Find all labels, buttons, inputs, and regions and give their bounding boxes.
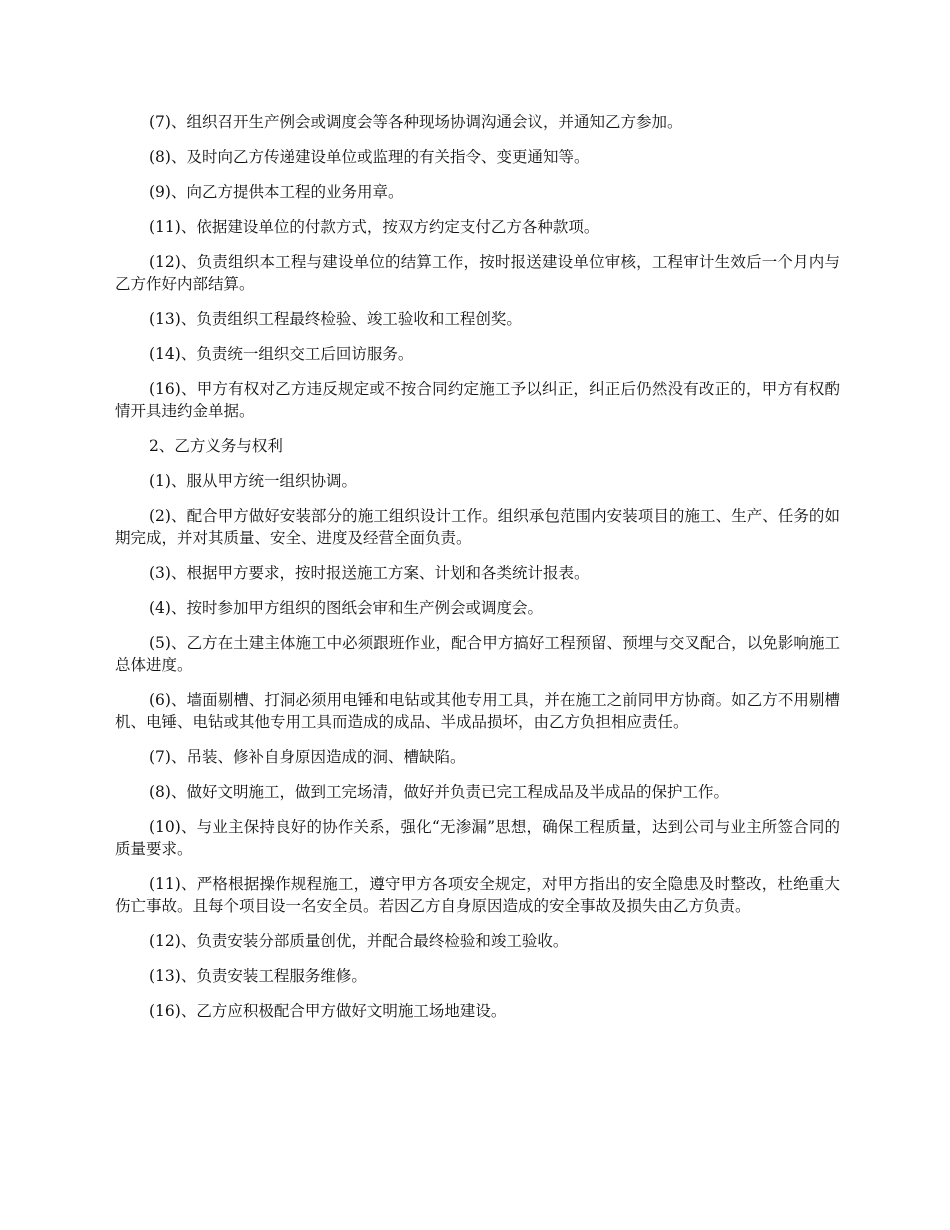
paragraph: (6)、墙面剔槽、打洞必须用电锤和电钻或其他专用工具，并在施工之前同甲方协商。如乙方不用剔槽机、电锤、电钻或其他专用工具而造成的成品、半成品损坏，由乙方负担相应责任。 [115,691,840,731]
paragraph: (12)、负责组织本工程与建设单位的结算工作，按时报送建设单位审核，工程审计生效后一个月内与乙方作好内部结算。 [115,253,840,293]
paragraph: (7)、组织召开生产例会或调度会等各种现场协调沟通会议，并通知乙方参加。 [149,113,683,131]
paragraph: (13)、负责安装工程服务维修。 [149,967,367,985]
paragraph: (7)、吊装、修补自身原因造成的洞、槽缺陷。 [149,748,466,766]
paragraph: (3)、根据甲方要求，按时报送施工方案、计划和各类统计报表。 [149,564,590,582]
paragraph: (5)、乙方在土建主体施工中必须跟班作业，配合甲方搞好工程预留、预埋与交叉配合，以免影响施工总体进度。 [115,634,840,674]
paragraph: (11)、严格根据操作规程施工，遵守甲方各项安全规定，对甲方指出的安全隐患及时整改，杜绝重大伤亡事故。且每个项目设一名安全员。若因乙方自身原因造成的安全事故及损失由乙方负责。 [115,875,840,915]
paragraph: (12)、负责安装分部质量创优，并配合最终检验和竣工验收。 [149,932,569,950]
paragraph: (14)、负责统一组织交工后回访服务。 [149,345,414,363]
document-body [115,111,840,1035]
paragraph: (13)、负责组织工程最终检验、竣工验收和工程创奖。 [149,310,522,328]
paragraph: (8)、做好文明施工，做到工完场清，做好并负责已完工程成品及半成品的保护工作。 [149,783,729,801]
paragraph: (8)、及时向乙方传递建设单位或监理的有关指令、变更通知等。 [149,148,590,166]
paragraph: (2)、配合甲方做好安装部分的施工组织设计工作。组织承包范围内安装项目的施工、生产、任务的如期完成，并对其质量、安全、进度及经营全面负责。 [115,507,840,547]
paragraph: (11)、依据建设单位的付款方式，按双方约定支付乙方各种款项。 [149,218,600,236]
paragraph: (4)、按时参加甲方组织的图纸会审和生产例会或调度会。 [149,599,543,617]
paragraph: (16)、乙方应积极配合甲方做好文明施工场地建设。 [149,1002,507,1020]
section-heading: 2、乙方义务与权利 [149,437,283,455]
paragraph: (9)、向乙方提供本工程的业务用章。 [149,183,404,201]
paragraph: (16)、甲方有权对乙方违反规定或不按合同约定施工予以纠正，纠正后仍然没有改正的，甲方有权酌情开具违约金单据。 [115,380,840,420]
paragraph: (10)、与业主保持良好的协作关系，强化“无渗漏”思想，确保工程质量，达到公司与业主所签合同的质量要求。 [115,818,840,858]
paragraph: (1)、服从甲方统一组织协调。 [149,472,357,490]
